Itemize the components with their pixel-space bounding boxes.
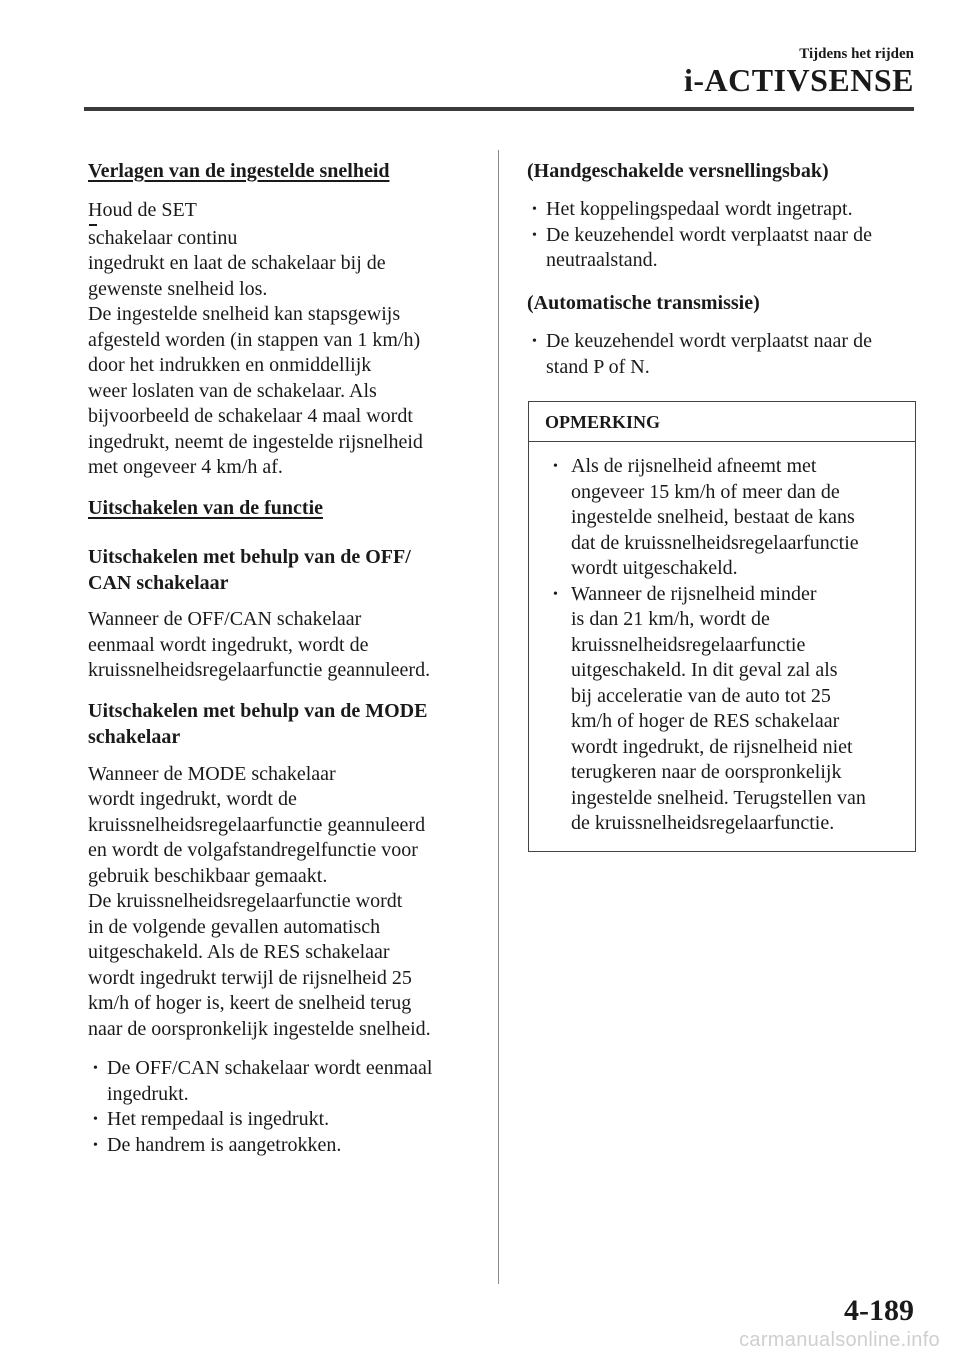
list-item-line: ingedrukt. — [107, 1082, 189, 1105]
heading-lower-speed: Verlagen van de ingestelde snelheid — [88, 160, 390, 182]
list-item-line: stand P of N. — [546, 355, 650, 378]
list-item — [527, 223, 919, 274]
note-line: ingestelde snelheid. Terugstellen van — [571, 786, 866, 809]
paragraph-line: De ingestelde snelheid kan stapsgewijs — [88, 303, 401, 325]
note-list — [541, 454, 905, 837]
note-body — [529, 442, 915, 851]
paragraph-line: met ongeveer 4 km/h af. — [88, 456, 283, 478]
note-title: OPMERKING — [529, 402, 915, 442]
paragraph-line: ingedrukt en laat de schakelaar bij de — [88, 252, 386, 274]
note-line: wordt ingedrukt, de rijsnelheid niet — [571, 735, 853, 758]
note-line: • Wanneer de rijsnelheid minder — [571, 582, 817, 605]
note-line: is dan 21 km/h, wordt de — [571, 608, 770, 630]
subheading-line: schakelaar — [88, 726, 181, 749]
header-rule — [84, 107, 914, 111]
paragraph-line: kruissnelheidsregelaarfunctie geannuleerd. — [88, 659, 431, 682]
note-line: bij acceleratie van de auto tot 25 — [571, 684, 831, 707]
subheading-off-can — [88, 544, 473, 597]
list-item — [88, 1107, 473, 1133]
list-item — [527, 329, 919, 380]
list-item-line: neutraalstand. — [546, 249, 658, 272]
note-box — [528, 401, 916, 852]
heading-switch-off: Uitschakelen van de functie — [88, 496, 323, 519]
heading-automatic-transmission: (Automatische transmissie) — [527, 291, 760, 314]
left-column — [88, 158, 473, 1172]
subheading-line: CAN schakelaar — [88, 571, 229, 594]
note-line: dat de kruissnelheidsregelaarfunctie — [571, 531, 859, 554]
right-column — [527, 158, 919, 394]
automatic-transmission-list — [527, 329, 919, 380]
note-line: kruissnelheidsregelaarfunctie — [571, 633, 806, 656]
note-line: km/h of hoger de RES schakelaar — [571, 710, 840, 732]
paragraph-line-rest: schakelaar continu — [88, 226, 238, 249]
paragraph-line — [88, 198, 473, 251]
list-item-line: • De OFF/CAN schakelaar wordt eenmaal — [107, 1057, 433, 1080]
note-line: terugkeren naar de oorspronkelijk — [571, 761, 842, 783]
paragraph-line: Wanneer de MODE schakelaar — [88, 762, 336, 785]
note-line: wordt uitgeschakeld. — [571, 557, 738, 579]
paragraph-line: afgesteld worden (in stappen van 1 km/h) — [88, 328, 421, 351]
note-line: de kruissnelheidsregelaarfunctie. — [571, 812, 835, 834]
list-item — [527, 197, 919, 223]
list-item-line: • De keuzehendel wordt verplaatst naar de — [546, 330, 872, 353]
subheading-line: Uitschakelen met behulp van de MODE — [88, 699, 428, 722]
paragraph-line-start: Houd de SET — [88, 199, 197, 221]
note-line: ingestelde snelheid, bestaat de kans — [571, 506, 855, 528]
paragraph-line: wordt ingedrukt, wordt de — [88, 788, 297, 811]
note-item — [541, 582, 905, 837]
column-divider — [498, 150, 499, 1284]
paragraph-line: in de volgende gevallen automatisch — [88, 915, 381, 938]
note-item — [541, 454, 905, 582]
manual-transmission-list — [527, 197, 919, 274]
list-item — [88, 1056, 473, 1107]
paragraph-line: uitgeschakeld. Als de RES schakelaar — [88, 941, 390, 964]
chapter-title: i-ACTIVSENSE — [683, 62, 914, 98]
paragraph-line: Wanneer de OFF/CAN schakelaar — [88, 608, 362, 631]
list-item-line: • Het rempedaal is ingedrukt. — [107, 1108, 330, 1131]
paragraph-line: eenmaal wordt ingedrukt, wordt de — [88, 633, 369, 656]
paragraph-line: gebruik beschikbaar gemaakt. — [88, 864, 328, 887]
paragraph-off-can — [88, 607, 473, 684]
paragraph-line: en wordt de volgafstandregelfunctie voor — [88, 839, 418, 862]
minus-icon — [89, 224, 97, 226]
paragraph-line: door het indrukken en onmiddellijk — [88, 354, 372, 376]
list-item-line: • De handrem is aangetrokken. — [107, 1133, 342, 1156]
section-title: Tijdens het rijden — [799, 46, 914, 62]
subheading-line: Uitschakelen met behulp van de OFF/ — [88, 545, 411, 568]
list-item-line: • Het koppelingspedaal wordt ingetrapt. — [546, 198, 853, 221]
subheading-mode — [88, 698, 473, 751]
paragraph-line: km/h of hoger is, keert de snelheid terug — [88, 992, 412, 1015]
watermark: carmanualsonline.info — [739, 1329, 940, 1351]
paragraph-line: naar de oorspronkelijk ingestelde snelheid. — [88, 1017, 431, 1040]
paragraph-lower-speed — [88, 198, 473, 481]
heading-manual-transmission: (Handgeschakelde versnellingsbak) — [527, 160, 829, 182]
note-line: ongeveer 15 km/h of meer dan de — [571, 480, 840, 503]
paragraph-mode — [88, 762, 473, 1043]
paragraph-line: kruissnelheidsregelaarfunctie geannuleerd — [88, 813, 426, 836]
page-number: 4-189 — [844, 1294, 914, 1327]
cancel-conditions-list — [88, 1056, 473, 1158]
paragraph-line: gewenste snelheid los. — [88, 277, 268, 300]
paragraph-line: De kruissnelheidsregelaarfunctie wordt — [88, 890, 403, 913]
list-item-line: • De keuzehendel wordt verplaatst naar de — [546, 223, 872, 246]
note-line: • Als de rijsnelheid afneemt met — [571, 455, 817, 477]
note-line: uitgeschakeld. In dit geval zal als — [571, 659, 838, 681]
paragraph-line: weer loslaten van de schakelaar. Als — [88, 379, 377, 402]
paragraph-line: ingedrukt, neemt de ingestelde rijsnelheid — [88, 430, 423, 453]
paragraph-line: wordt ingedrukt terwijl de rijsnelheid 25 — [88, 966, 412, 989]
list-item — [88, 1133, 473, 1159]
paragraph-line: bijvoorbeeld de schakelaar 4 maal wordt — [88, 405, 413, 427]
